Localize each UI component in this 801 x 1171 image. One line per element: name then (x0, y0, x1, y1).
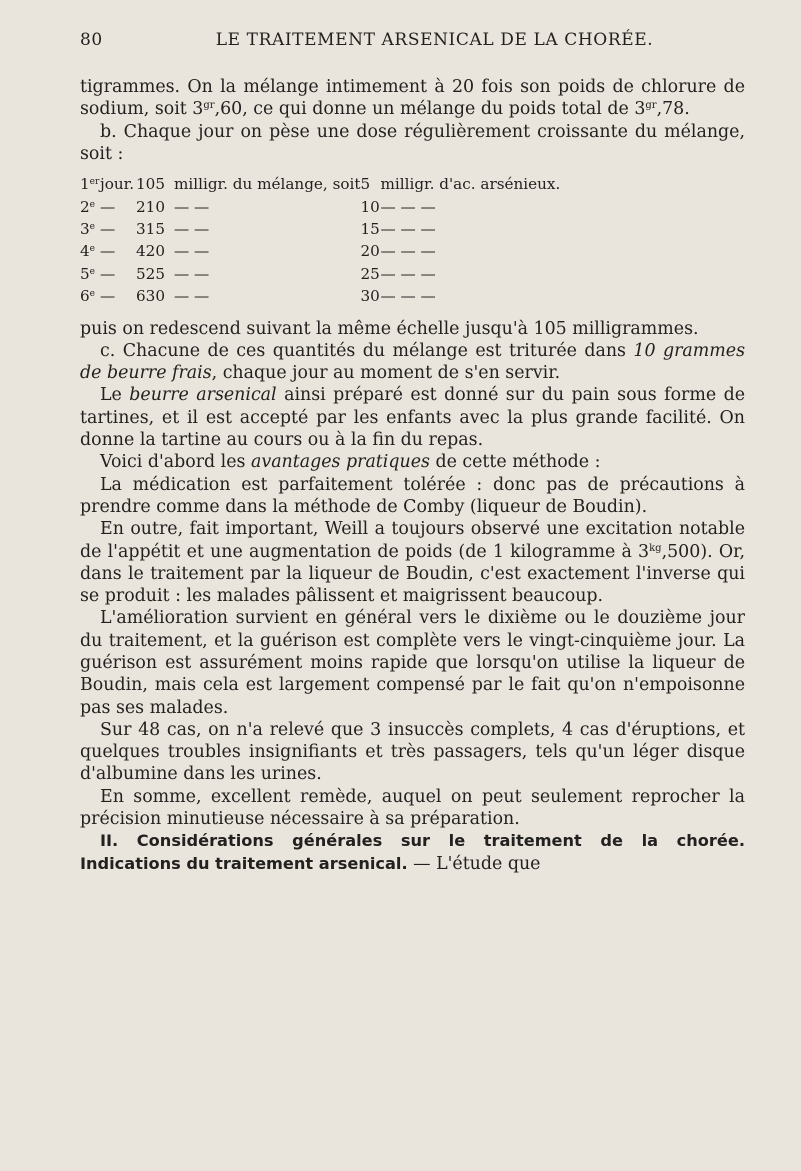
day-word: — (100, 287, 116, 306)
mixture-text: milligr. du mélange, soit (174, 175, 361, 194)
arsenic-text: — — — (380, 219, 436, 238)
day-word: — (100, 264, 116, 283)
paragraph-10: Sur 48 cas, on n'a relevé que 3 insuccès complets, 4 cas d'éruptions, et quelques troubles insignifiants et très passagers, tels qu'un léger disque d'albumine dans les urines. (80, 719, 745, 785)
dose-row (80, 173, 560, 195)
paragraph-6: Voici d'abord les avantages pratiques de cette méthode : (100, 452, 601, 473)
mixture-amount: 630 (136, 287, 165, 306)
mixture-text: — — (174, 287, 210, 306)
day-number: 1er (80, 175, 100, 194)
page-number: 80 (80, 30, 103, 50)
day-word: — (100, 242, 116, 261)
mixture-amount: 105 (136, 175, 165, 194)
dose-row (80, 196, 560, 218)
paragraph-5: Le beurre arsenical ainsi préparé est donné sur du pain sous forme de tartines, et il est accepté par les enfants avec la plus grande facilité. On donne la tartine au cours ou à la fin du repas. (80, 385, 746, 451)
dose-row (80, 218, 560, 240)
paragraph-2: b. Chaque jour on pèse une dose régulièrement croissante du mélange, soit : (80, 121, 745, 164)
paragraph-3: puis on redescend suivant la même échelle jusqu'à 105 milligrammes. (80, 318, 699, 339)
paragraph-4: c. Chacune de ces quantités du mélange est triturée dans 10 grammes de beurre frais, chaque jour au moment de s'en servir. (80, 340, 745, 384)
arsenic-amount: 20 (360, 242, 380, 261)
mixture-text: — — (174, 197, 210, 216)
mixture-amount: 210 (136, 197, 165, 216)
paragraph-1: tigrammes. On la mélange intimement à 20 fois son poids de chlorure de sodium, soit $3^{gr},60$, ce qui donne un mélange du poids total de $3^{gr},78$. (80, 77, 745, 120)
mixture-text: — — (174, 242, 210, 261)
arsenic-amount: 5 (360, 175, 371, 194)
section-heading-paragraph: II. Considérations générales sur le traitement de la chorée. Indications du traitement arsenical. — L'étude que (80, 831, 745, 874)
mixture-amount: 420 (136, 242, 165, 261)
arsenic-text: — — — (380, 264, 436, 283)
running-title: LE TRAITEMENT ARSENICAL DE LA CHORÉE. (215, 30, 654, 50)
day-word: — (100, 197, 116, 216)
day-word: jour. (100, 175, 135, 194)
paragraph-11: En somme, excellent remède, auquel on peut seulement reprocher la précision minutieuse nécessaire à sa préparation. (80, 786, 745, 830)
arsenic-text: milligr. d'ac. arsénieux. (380, 175, 561, 194)
dose-row (80, 263, 560, 285)
mixture-text: — — (174, 264, 210, 283)
paragraph-7: La médication est parfaitement tolérée : donc pas de précautions à prendre comme dans la méthode de Comby (liqueur de Boudin). (80, 474, 745, 517)
arsenic-amount: 10 (360, 197, 380, 216)
body-text (80, 76, 745, 875)
day-number: 5e (80, 264, 95, 283)
day-number: 4e (80, 242, 95, 261)
arsenic-amount: 30 (360, 287, 380, 306)
running-head (80, 30, 745, 56)
arsenic-amount: 15 (360, 219, 380, 238)
paragraph-8: En outre, fait important, Weill a toujours observé une excitation notable de l'appétit et une augmentation de poids (de 1 kilogramme à $3^{kg},500$). Or, dans le traitement par la liqueur de Boudin, c'est exactement l'inverse qui se produit : les malades pâlissent et maigrissent beaucoup. (80, 519, 746, 607)
paragraph-9: L'amélioration survient en général vers le dixième ou le douzième jour du traitement, et la guérison est complète vers le vingt-cinquième jour. La guérison est assurément moins rapide que lorsqu'on utilise la liqueur de Boudin, mais cela est largement compensé par le fait qu'on n'empoisonne pas ses malades. (80, 608, 745, 718)
dose-row (80, 285, 560, 307)
mixture-amount: 315 (136, 219, 165, 238)
section-heading: II. Considérations générales sur le traitement de la chorée. Indications du traitement arsenical. (80, 831, 745, 873)
day-word: — (100, 219, 116, 238)
arsenic-text: — — — (380, 287, 436, 306)
mixture-amount: 525 (136, 264, 165, 283)
day-number: 3e (80, 219, 95, 238)
arsenic-text: — — — (380, 242, 436, 261)
mixture-text: — — (174, 219, 210, 238)
dose-table (80, 173, 560, 307)
day-number: 6e (80, 287, 95, 306)
day-number: 2e (80, 197, 95, 216)
arsenic-amount: 25 (360, 264, 380, 283)
arsenic-text: — — — (380, 197, 436, 216)
dose-row (80, 240, 560, 262)
